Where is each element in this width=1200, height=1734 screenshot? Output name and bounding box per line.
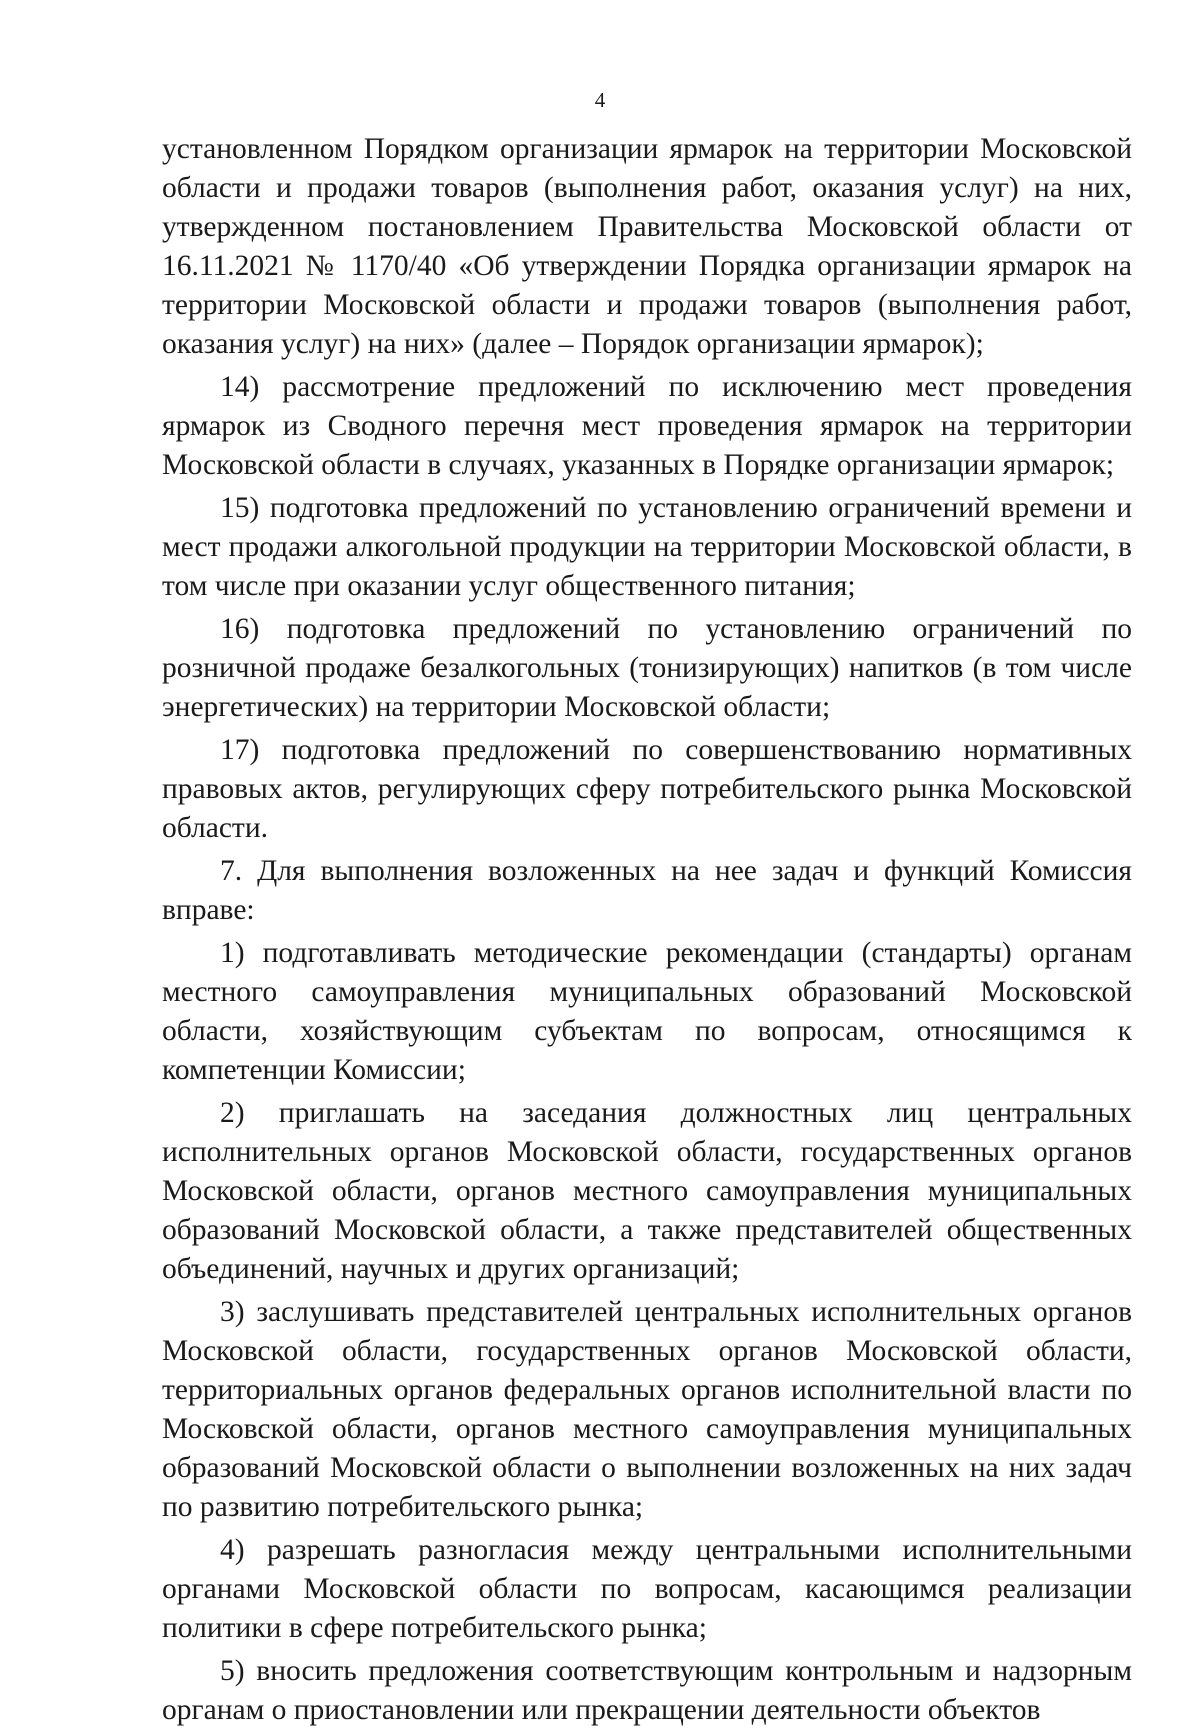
paragraph-item-16: 16) подготовка предложений по установлению ограничений по розничной продаже безалкогольных (тонизирующих) напитков (в том числе энергетических) на территории Московской области; <box>162 613 1132 723</box>
paragraph-section-7: 7. Для выполнения возложенных на нее задач и функций Комиссия вправе: <box>162 855 1132 926</box>
paragraph-right-1: 1) подготавливать методические рекомендации (стандарты) органам местного самоуправления муниципальных образований Московской области, хозяйствующим субъектам по вопросам, относящимся к компетенции Комиссии; <box>162 937 1132 1086</box>
paragraph-right-3: 3) заслушивать представителей центральных исполнительных органов Московской области, государственных органов Московской области, территориальных органов федеральных органов исполнительной власти по Московской области, органов местного самоуправления муниципальных образований Московской области о выполнении возложенных на них задач по развитию потребительского рынка; <box>162 1296 1132 1523</box>
paragraph-continuation: установленном Порядком организации ярмарок на территории Московской области и продажи товаров (выполнения работ, оказания услуг) на них, утвержденном постановлением Правительства Московской области от 16.11.2021 № 1170/40 «Об утверждении Порядка организации ярмарок на территории Московской области и продажи товаров (выполнения работ, оказания услуг) на них» (далее – Порядок организации ярмарок); <box>162 133 1132 360</box>
paragraph-item-17: 17) подготовка предложений по совершенствованию нормативных правовых актов, регулирующих сферу потребительского рынка Московской области. <box>162 734 1132 844</box>
page-number: 4 <box>594 88 606 112</box>
document-body <box>162 130 1132 1734</box>
paragraph-right-4: 4) разрешать разногласия между центральными исполнительными органами Московской области по вопросам, касающимся реализации политики в сфере потребительского рынка; <box>162 1534 1132 1644</box>
paragraph-right-5: 5) вносить предложения соответствующим контрольным и надзорным органам о приостановлении или прекращении деятельности объектов <box>162 1655 1132 1726</box>
paragraph-item-15: 15) подготовка предложений по установлению ограничений времени и мест продажи алкогольной продукции на территории Московской области, в том числе при оказании услуг общественного питания; <box>162 492 1132 602</box>
paragraph-right-2: 2) приглашать на заседания должностных лиц центральных исполнительных органов Московской области, государственных органов Московской области, органов местного самоуправления муниципальных образований Московской области, а также представителей общественных объединений, научных и других организаций; <box>162 1097 1132 1285</box>
paragraph-item-14: 14) рассмотрение предложений по исключению мест проведения ярмарок из Сводного перечня мест проведения ярмарок на территории Московской области в случаях, указанных в Порядке организации ярмарок; <box>162 371 1132 481</box>
